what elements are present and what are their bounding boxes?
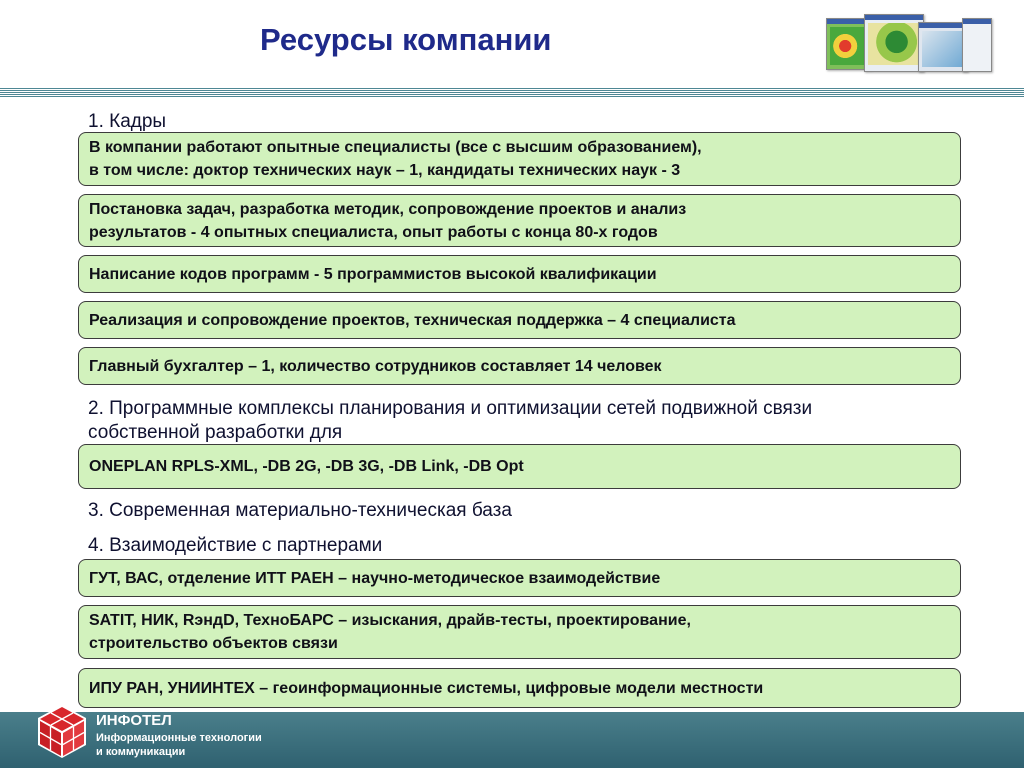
box-text: результатов - 4 опытных специалиста, опыт работы с конца 80-х годов — [89, 223, 658, 241]
infotel-logo-icon — [34, 703, 90, 759]
partners-box-ipu — [78, 668, 961, 708]
brand-name: ИНФОТЕЛ — [96, 712, 172, 729]
section-software: 2. Программные комплексы планирования и оптимизации сетей подвижной связи собственной разработки для — [88, 398, 813, 443]
box-text: В компании работают опытные специалисты (все с высшим образованием), — [89, 139, 702, 156]
box-text: строительство объектов связи — [89, 635, 338, 652]
partners-box-satit — [78, 605, 961, 659]
box-text: в том числе: доктор технических наук – 1, кандидаты технических наук - 3 — [89, 162, 681, 179]
box-text: Реализация и сопровождение проектов, техническая поддержка – 4 специалиста — [89, 311, 736, 329]
staff-box-specialists — [78, 132, 961, 186]
tagline-line: Информационные технологии — [96, 732, 262, 744]
header-divider — [0, 88, 1024, 98]
page-title: Ресурсы компании — [260, 22, 552, 57]
section-staff: 1. Кадры — [88, 111, 167, 132]
box-text: SATIT, НИК, RэндD, ТехноБАРС – изыскания, драйв-тесты, проектирование, — [89, 612, 691, 629]
software-box — [78, 444, 961, 489]
box-text: Главный бухгалтер – 1, количество сотрудников составляет 14 человек — [89, 357, 662, 375]
box-text: ИПУ РАН, УНИИНТЕХ – геоинформационные системы, цифровые модели местности — [89, 679, 764, 697]
brand-tagline — [96, 731, 262, 759]
section-partners: 4. Взаимодействие с партнерами — [88, 535, 383, 556]
box-text: ГУТ, ВАС, отделение ИТТ РАЕН – научно-методическое взаимодействие — [89, 569, 661, 587]
partners-box-gut — [78, 559, 961, 597]
box-text: ONEPLAN RPLS-XML, -DB 2G, -DB 3G, -DB Link, -DB Opt — [89, 458, 524, 475]
screenshots-collage-icon — [826, 14, 992, 72]
staff-box-methods — [78, 194, 961, 247]
staff-box-programmers — [78, 255, 961, 293]
box-text: Постановка задач, разработка методик, сопровождение проектов и анализ — [89, 200, 687, 218]
tagline-line: и коммуникации — [96, 746, 186, 758]
staff-box-accountant — [78, 347, 961, 385]
section-facilities: 3. Современная материально-техническая база — [88, 500, 512, 521]
box-text: Написание кодов программ - 5 программистов высокой квалификации — [89, 265, 657, 283]
staff-box-support — [78, 301, 961, 339]
